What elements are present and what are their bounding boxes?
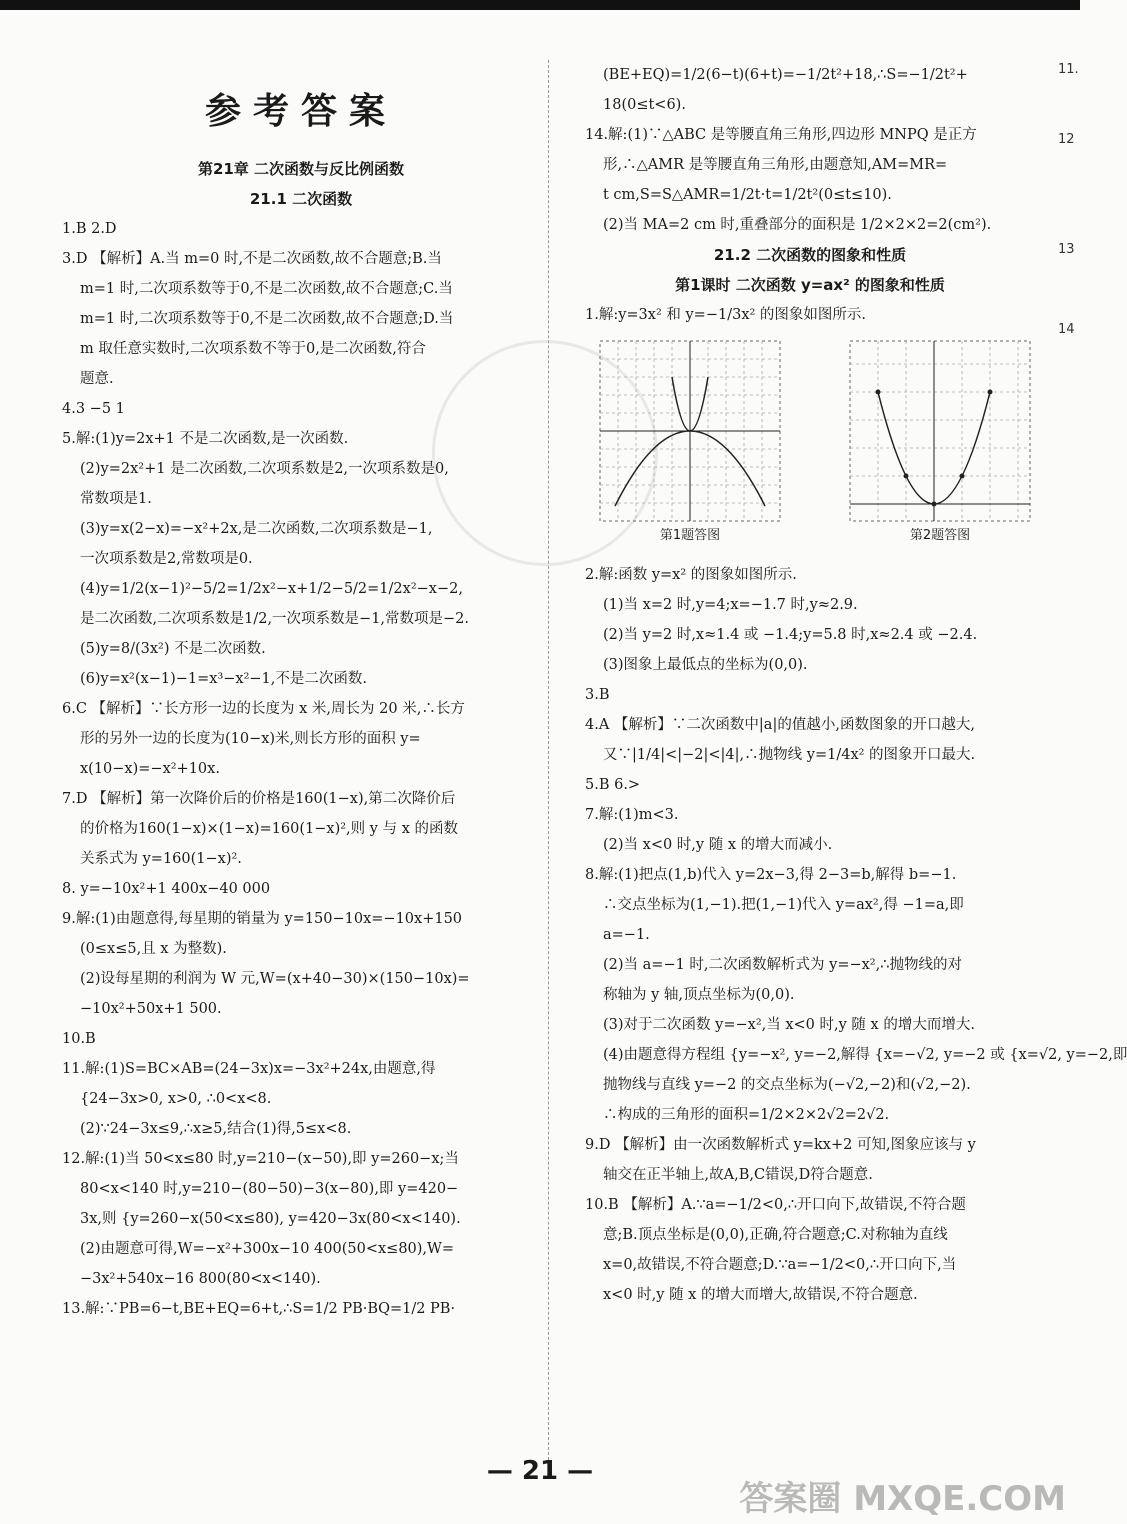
answer-line: (0≤x≤5,且 x 为整数). — [80, 941, 227, 957]
answer-line: 10.B — [62, 1031, 96, 1047]
answer-line: −10x²+50x+1 500. — [80, 1001, 222, 1017]
left-answer-lines — [62, 214, 540, 1324]
answer-line: 8. y=−10x²+1 400x−40 000 — [62, 881, 271, 897]
right-column — [585, 60, 1127, 1310]
answer-line: ∴构成的三角形的面积=1/2×2×2√2=2√2. — [603, 1107, 890, 1123]
answer-line: m=1 时,二次项系数等于0,不是二次函数,故不合题意;D.当 — [80, 311, 454, 327]
figure-1-caption: 第1题答图 — [659, 528, 721, 543]
answer-line: 8.解:(1)把点(1,b)代入 y=2x−3,得 2−3=b,解得 b=−1. — [585, 867, 957, 883]
answer-line: 14.解:(1)∵△ABC 是等腰直角三角形,四边形 MNPQ 是正方 — [585, 127, 977, 143]
edge-number: 11. — [1058, 62, 1079, 77]
answer-line: 3x,则 {y=260−x(50<x≤80), y=420−3x(80<x<140). — [80, 1211, 461, 1227]
answer-line: 18(0≤t<6). — [603, 97, 686, 113]
answer-line: 又∵|1/4|<|−2|<|4|,∴抛物线 y=1/4x² 的图象开口最大. — [603, 747, 976, 763]
figure-1-graph — [595, 336, 785, 526]
answer-line: (3)y=x(2−x)=−x²+2x,是二次函数,二次项系数是−1, — [80, 521, 433, 537]
answer-line: (4)由题意得方程组 {y=−x², y=−2,解得 {x=−√2, y=−2 或 {x=√2, y=−2,即 — [603, 1047, 1127, 1063]
answer-line: (3)图象上最低点的坐标为(0,0). — [603, 657, 808, 673]
section-title-2: 21.2 二次函数的图象和性质 — [713, 246, 907, 264]
answer-line: (1)当 x=2 时,y=4;x=−1.7 时,y≈2.9. — [603, 597, 858, 613]
answer-line: 2.解:函数 y=x² 的图象如图所示. — [585, 567, 797, 583]
answer-line: 常数项是1. — [80, 491, 152, 507]
answer-line: 10.B 【解析】A.∵a=−1/2<0,∴开口向下,故错误,不符合题 — [585, 1197, 966, 1213]
answer-line: 11.解:(1)S=BC×AB=(24−3x)x=−3x²+24x,由题意,得 — [62, 1061, 436, 1077]
figures-row — [585, 336, 1035, 556]
answer-line: (2)∵24−3x≤9,∴x≥5,结合(1)得,5≤x<8. — [80, 1121, 352, 1137]
lesson-title: 第1课时 二次函数 y=ax² 的图象和性质 — [675, 276, 945, 294]
answer-line: 一次项系数是2,常数项是0. — [80, 551, 253, 567]
answer-line: (6)y=x²(x−1)−1=x³−x²−1,不是二次函数. — [80, 671, 367, 687]
answer-line: 关系式为 y=160(1−x)². — [80, 851, 242, 867]
chapter-title: 第21章 二次函数与反比例函数 — [197, 160, 405, 178]
edge-number: 13 — [1058, 242, 1075, 257]
answer-line: 7.D 【解析】第一次降价后的价格是160(1−x),第二次降价后 — [62, 791, 456, 807]
answer-line: (2)当 y=2 时,x≈1.4 或 −1.4;y=5.8 时,x≈2.4 或 −2.4. — [603, 627, 978, 643]
answer-line: 3.B — [585, 687, 610, 703]
answer-line: {24−3x>0, x>0, ∴0<x<8. — [80, 1091, 272, 1107]
answer-line: (2)由题意可得,W=−x²+300x−10 400(50<x≤80),W= — [80, 1241, 455, 1257]
figure-2-caption: 第2题答图 — [909, 528, 971, 543]
answer-line: (5)y=8/(3x²) 不是二次函数. — [80, 641, 266, 657]
answer-line: m 取任意实数时,二次项系数不等于0,是二次函数,符合 — [80, 341, 426, 357]
figure-2 — [845, 336, 1035, 546]
answer-line: (3)对于二次函数 y=−x²,当 x<0 时,y 随 x 的增大而增大. — [603, 1017, 975, 1033]
right-top-lines — [585, 60, 1035, 240]
answer-line: ∴交点坐标为(1,−1).把(1,−1)代入 y=ax²,得 −1=a,即 — [603, 897, 964, 913]
column-divider — [548, 60, 549, 1460]
answer-line: 轴交在正半轴上,故A,B,C错误,D符合题意. — [603, 1167, 873, 1183]
answer-line: (BE+EQ)=1/2(6−t)(6+t)=−1/2t²+18,∴S=−1/2t²+ — [603, 67, 968, 83]
answer-line: m=1 时,二次项系数等于0,不是二次函数,故不合题意;C.当 — [80, 281, 453, 297]
answer-line: 4.3 −5 1 — [62, 401, 125, 417]
answer-line: x(10−x)=−x²+10x. — [80, 761, 220, 777]
answer-line: (2)当 MA=2 cm 时,重叠部分的面积是 1/2×2×2=2(cm²). — [603, 217, 992, 233]
answer-line: −3x²+540x−16 800(80<x<140). — [80, 1271, 321, 1287]
answer-line: 题意. — [80, 371, 114, 387]
answer-line: (2)y=2x²+1 是二次函数,二次项系数是2,一次项系数是0, — [80, 461, 449, 477]
page-title: 参考答案 — [204, 91, 397, 132]
answer-line: x=0,故错误,不符合题意;D.∵a=−1/2<0,∴开口向下,当 — [603, 1257, 957, 1273]
answer-line: 13.解:∵PB=6−t,BE+EQ=6+t,∴S=1/2 PB·BQ=1/2 PB· — [62, 1301, 456, 1317]
answer-line: 5.解:(1)y=2x+1 不是二次函数,是一次函数. — [62, 431, 349, 447]
figure-1 — [595, 336, 785, 546]
top-border — [0, 0, 1080, 10]
answer-line: 1.B 2.D — [62, 221, 117, 237]
answer-line: (2)设每星期的利润为 W 元,W=(x+40−30)×(150−10x)= — [80, 971, 470, 987]
answer-line: a=−1. — [603, 927, 650, 943]
answer-line: 的价格为160(1−x)×(1−x)=160(1−x)²,则 y 与 x 的函数 — [80, 821, 458, 837]
answer-line: 6.C 【解析】∵长方形一边的长度为 x 米,周长为 20 米,∴长方 — [62, 701, 465, 717]
section-title-1: 21.1 二次函数 — [249, 190, 353, 208]
answer-line: 形的另外一边的长度为(10−x)米,则长方形的面积 y= — [80, 731, 421, 747]
next-page-edge — [1058, 60, 1080, 340]
page-number: — 21 — — [486, 1456, 594, 1486]
answer-line: 9.D 【解析】由一次函数解析式 y=kx+2 可知,图象应该与 y — [585, 1137, 976, 1153]
answer-line: 9.解:(1)由题意得,每星期的销量为 y=150−10x=−10x+150 — [62, 911, 463, 927]
figure-2-graph — [845, 336, 1035, 526]
watermark-logo: 答案圈 MXQE.COM — [739, 1479, 1066, 1519]
answer-line: (2)当 x<0 时,y 随 x 的增大而减小. — [603, 837, 833, 853]
answer-line: 形,∴△AMR 是等腰直角三角形,由题意知,AM=MR= — [603, 157, 948, 173]
right-bottom-lines — [585, 560, 1127, 1310]
question-1-line: 1.解:y=3x² 和 y=−1/3x² 的图象如图所示. — [585, 307, 867, 323]
answer-line: 抛物线与直线 y=−2 的交点坐标为(−√2,−2)和(√2,−2). — [603, 1077, 971, 1093]
edge-number: 14 — [1058, 322, 1075, 337]
answer-line: 是二次函数,二次项系数是1/2,一次项系数是−1,常数项是−2. — [80, 611, 470, 627]
left-column — [62, 60, 540, 1324]
answer-line: 80<x<140 时,y=210−(80−50)−3(x−80),即 y=420− — [80, 1181, 459, 1197]
answer-line: 称轴为 y 轴,顶点坐标为(0,0). — [603, 987, 795, 1003]
edge-number: 12 — [1058, 132, 1075, 147]
answer-line: 意;B.顶点坐标是(0,0),正确,符合题意;C.对称轴为直线 — [603, 1227, 948, 1243]
answer-line: 7.解:(1)m<3. — [585, 807, 679, 823]
answer-line: t cm,S=S△AMR=1/2t·t=1/2t²(0≤t≤10). — [603, 187, 892, 203]
answer-line: (4)y=1/2(x−1)²−5/2=1/2x²−x+1/2−5/2=1/2x²−x−2, — [80, 581, 463, 597]
answer-line: (2)当 a=−1 时,二次函数解析式为 y=−x²,∴抛物线的对 — [603, 957, 962, 973]
answer-line: 5.B 6.> — [585, 777, 641, 793]
answer-line: 3.D 【解析】A.当 m=0 时,不是二次函数,故不合题意;B.当 — [62, 251, 442, 267]
answer-line: 12.解:(1)当 50<x≤80 时,y=210−(x−50),即 y=260−x;当 — [62, 1151, 459, 1167]
answer-line: 4.A 【解析】∵二次函数中|a|的值越小,函数图象的开口越大, — [585, 717, 976, 733]
answer-line: x<0 时,y 随 x 的增大而增大,故错误,不符合题意. — [603, 1287, 918, 1303]
